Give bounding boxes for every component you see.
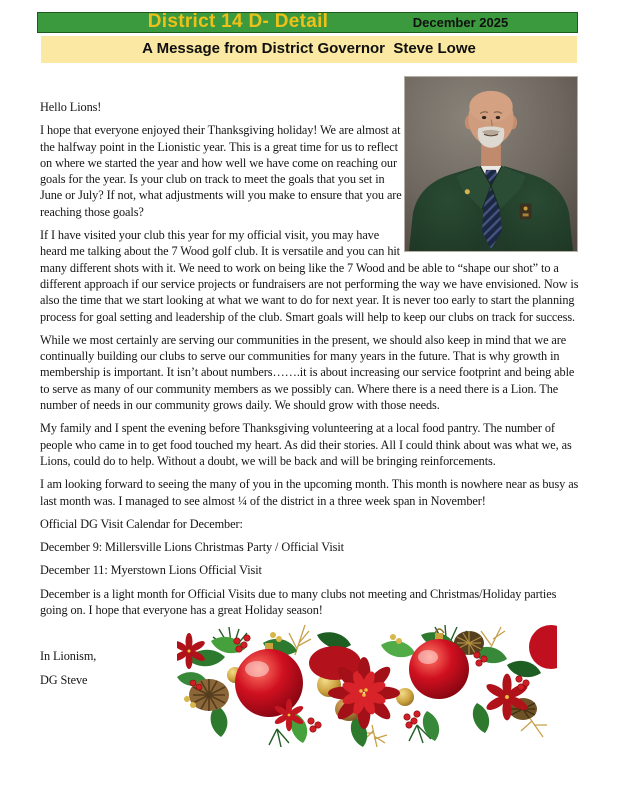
body-paragraph: Hello Lions! — [40, 100, 102, 114]
body-paragraph: If I have visited your club this year for my official visit, you may have heard me talking about the 7 Wood golf club. It is versatile and you can hit many different shots with it. We need to work on being like the 7 Wood and be able to “shape our shot” to a different approach if our service projects or fundraisers are not performing the way we have envisioned. Now is also the time that we start looking at what we want to do for next year. It is never too early to start the planning process for goal setting and leadership of the club. Smart goals will help to keep our clubs on track for success. — [40, 228, 579, 324]
calendar-entry: December 9: Millersville Lions Christmas Party / Official Visit — [40, 540, 344, 555]
signature-closing: In Lionism, — [40, 649, 97, 664]
body-paragraph: I am looking forward to seeing the many of you in the upcoming month. This month is nowhere near as busy as last month was. I managed to see almost ¼ of the district in a three week span in November! — [40, 477, 579, 508]
banner-title: A Message from District Governor Steve Lowe — [142, 40, 476, 57]
christmas-garland-image — [177, 621, 557, 749]
calendar-heading: Official DG Visit Calendar for December: — [40, 516, 243, 531]
newsletter-title: District 14 D- Detail — [147, 11, 329, 32]
message-body — [40, 76, 582, 695]
masthead-bar — [37, 12, 578, 33]
photo-wrap-spacer — [406, 76, 582, 256]
body-paragraph: December is a light month for Official Visits due to many clubs not meeting and Christmas/Holiday parties going on. I hope that everyone has a great Holiday season! — [40, 586, 557, 618]
body-paragraph: I hope that everyone enjoyed their Thanksgiving holiday! We are almost at the halfway point in the Lionistic year. This is a great time for us to reflect on where we started the year and how well we have come on reaching our goals for the year. Is your club on track to meet the goals that you set in June or July? If not, what adjustments will you make to ensure that you are reaching those goals? — [40, 123, 402, 219]
signature-name: DG Steve — [40, 672, 88, 687]
message-banner — [41, 36, 577, 63]
body-paragraph: My family and I spent the evening before Thanksgiving volunteering at a local food pantry. The number of people who came in to get food touched my heart. As did their stories. All I could think about was what we, as Lions, could do to help. Without a doubt, we will be back and will be bringing reinforcements. — [40, 421, 572, 468]
calendar-entry: December 11: Myerstown Lions Official Visit — [40, 563, 262, 578]
issue-date: December 2025 — [412, 15, 509, 30]
body-paragraph: While we most certainly are serving our communities in the present, we should also keep in mind that we are continually building our clubs to serve our communities for many years in the future. That is why growth in membership is important. It isn’t about numbers…….it is about increasing our service footprint and being able to serve as many of our community members as we possibly can. Where there is a need there is a Lion. The number of needs in our community grows daily. We should grow with those needs. — [40, 332, 575, 413]
